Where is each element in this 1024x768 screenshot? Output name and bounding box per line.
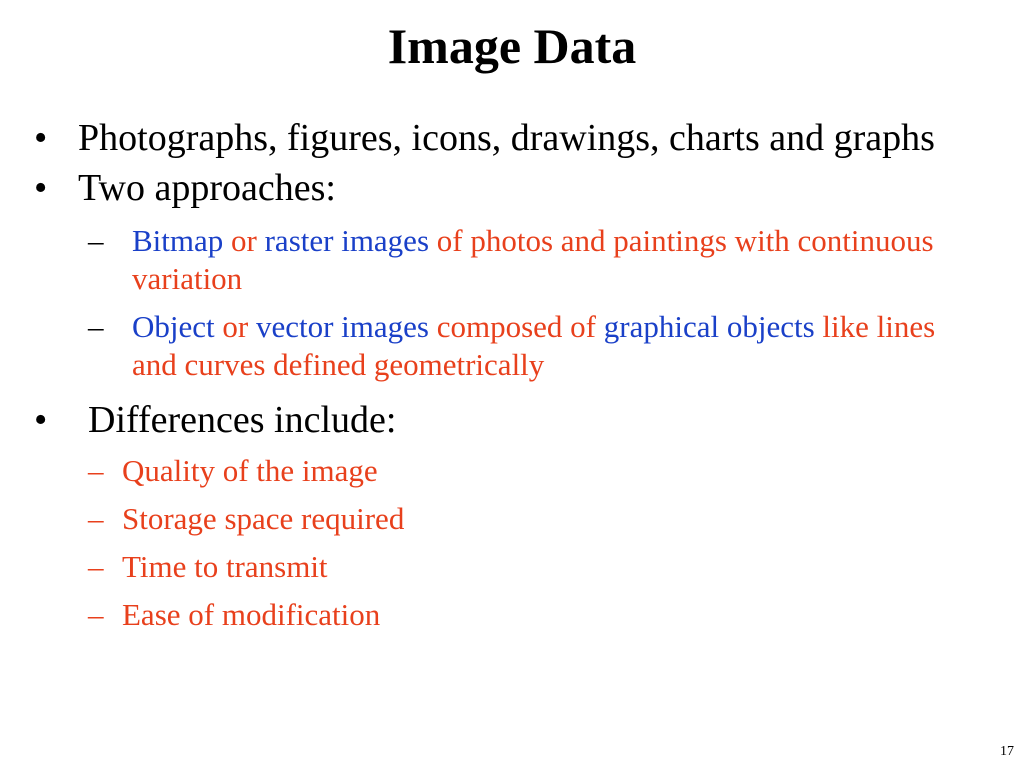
sub-bullet-quality	[0, 452, 952, 490]
description-text: of photos and paintings with continuous variation	[132, 223, 934, 296]
connector-text: or	[223, 223, 265, 258]
dash-marker: –	[88, 549, 104, 584]
term-graphical-objects: graphical objects	[603, 309, 815, 344]
term-vector-images: vector images	[255, 309, 429, 344]
dash-marker: –	[88, 597, 104, 632]
sub-bullet-object	[0, 308, 962, 384]
bullet-item-differences	[0, 398, 948, 442]
bullet-marker: •	[34, 399, 48, 441]
bullet-text: Two approaches:	[78, 167, 336, 209]
bullet-list	[0, 116, 1024, 634]
bullet-marker: •	[34, 167, 48, 209]
dash-marker: –	[88, 501, 104, 536]
sub-bullet-bitmap	[0, 222, 962, 298]
bullet-text: Photographs, figures, icons, drawings, charts and graphs	[78, 117, 935, 159]
bullet-item-image-types	[0, 116, 938, 160]
sub-bullet-text: Ease of modification	[122, 597, 381, 632]
sub-bullet-text: Quality of the image	[122, 453, 378, 488]
dash-marker: –	[88, 223, 104, 258]
sub-bullet-text: Storage space required	[122, 501, 405, 536]
term-bitmap: Bitmap	[132, 223, 224, 258]
connector-text: or	[214, 309, 256, 344]
page-number: 17	[1000, 744, 1014, 759]
bullet-item-two-approaches	[0, 166, 938, 210]
bullet-text: Differences include:	[88, 399, 397, 441]
bullet-marker: •	[34, 117, 48, 159]
dash-marker: –	[88, 309, 104, 344]
description-text: like lines and curves defined geometrically	[132, 309, 936, 382]
sub-bullet-storage	[0, 500, 952, 538]
term-raster-images: raster images	[264, 223, 430, 258]
slide-title: Image Data	[387, 18, 637, 74]
description-text: composed of	[428, 309, 604, 344]
sub-bullet-time	[0, 548, 952, 586]
term-object: Object	[132, 309, 215, 344]
sub-bullet-text: Time to transmit	[122, 549, 328, 584]
dash-marker: –	[88, 453, 104, 488]
sub-bullet-ease	[0, 596, 952, 634]
